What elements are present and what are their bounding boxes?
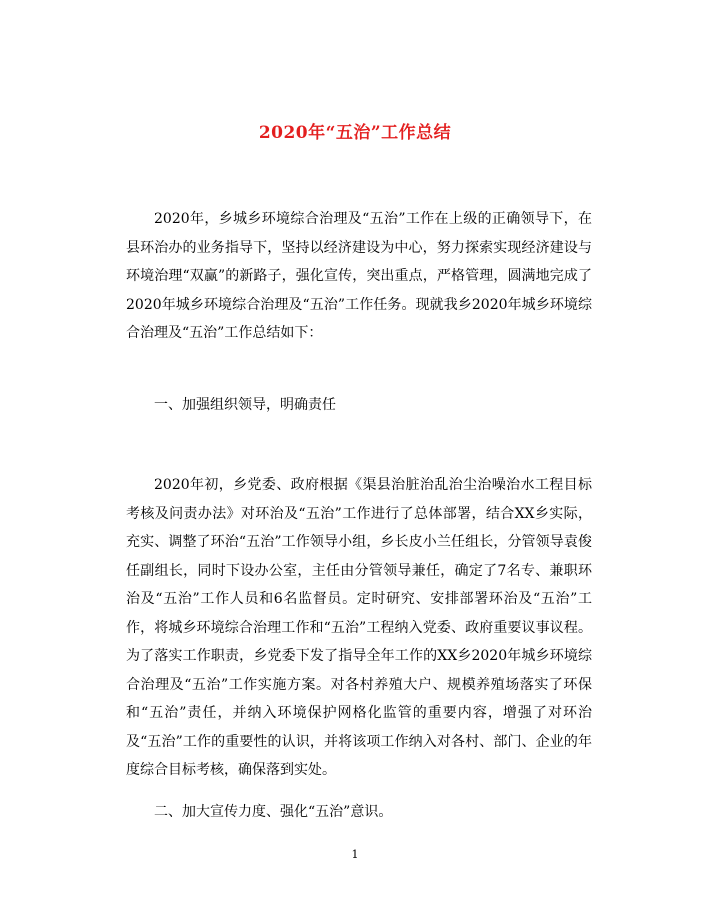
section-1-paragraph: 2020年初，乡党委、政府根据《渠县治脏治乱治尘治噪治水工程目标考核及问责办法》对环治及“五治”工作进行了总体部署，结合XX乡实际，充实、调整了环治“五治”工作领导小组，乡长皮小兰任组长，分管领导袁俊任副组长，同时下设办公室，主任由分管领导兼任，确定了7名专、兼职环治及“五治”工作人员和6名监督员。定时研究、安排部署环治及“五治”工作，将城乡环境综合治理工作和“五治”工程纳入党委、政府重要议事议程。为了落实工作职责，乡党委下发了指导全年工作的XX乡2020年城乡环境综合治理及“五治”工作实施方案。对各村养殖大户、规模养殖场落实了环保和“五治”责任，并纳入环境保护网格化监管的重要内容，增强了对环治及“五治”工作的重要性的认识，并将该项工作纳入对各村、部门、企业的年度综合目标考核，确保落到实处。 [126, 477, 592, 778]
section-heading-2: 二、加大宣传力度、强化“五治”意识。 [154, 804, 393, 820]
section-heading-1: 一、加强组织领导，明确责任 [154, 397, 336, 413]
intro-paragraph: 2020年，乡城乡环境综合治理及“五治”工作在上级的正确领导下，在县环治办的业务指导下，坚持以经济建设为中心，努力探索实现经济建设与环境治理“双赢”的新路子，强化宣传，突出重点，严格管理，圆满地完成了2020年城乡环境综合治理及“五治”工作任务。现就我乡2020年城乡环境综合治理及“五治”工作总结如下： [126, 211, 592, 341]
document-title: 2020年“五治”工作总结 [258, 123, 452, 143]
page-number: 1 [351, 848, 359, 861]
